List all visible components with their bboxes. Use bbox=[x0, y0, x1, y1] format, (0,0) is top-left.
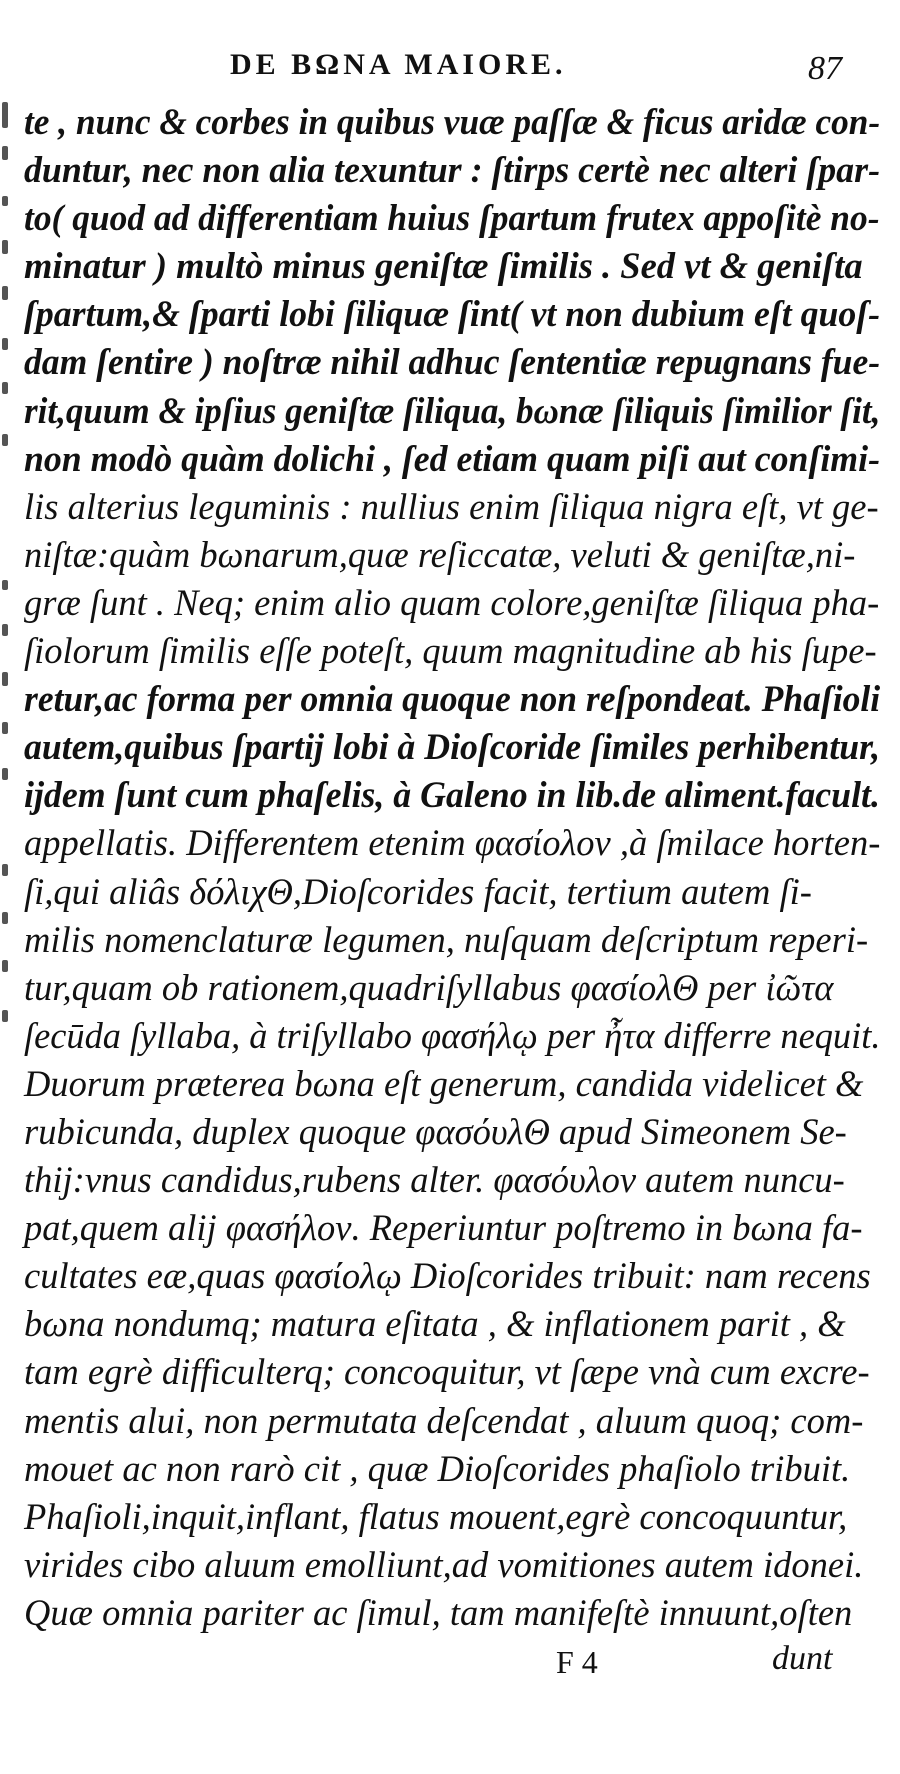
text-line: Phaſioli,inquit,inflant, flatus mouent,egrè concoquuntur, bbox=[24, 1495, 848, 1537]
margin-mark bbox=[2, 196, 8, 206]
text-line: dam ſentire ) noſtræ nihil adhuc ſententiæ repugnans fue- bbox=[24, 341, 881, 383]
margin-mark bbox=[2, 768, 8, 780]
text-line: ſi,qui aliâs δόλιχΘ,Dioſcorides facit, tertium autem ſi- bbox=[24, 870, 812, 912]
margin-mark bbox=[2, 102, 8, 128]
text-line: ſiolorum ſimilis eſſe poteſt, quum magnitudine ab his ſupe- bbox=[24, 630, 877, 672]
text-line: ſpartum,& ſparti lobi ſiliquæ ſint( vt non dubium eſt quoſ- bbox=[24, 293, 881, 335]
body-text bbox=[24, 98, 880, 1637]
margin-mark bbox=[2, 624, 8, 636]
text-line: non modò quàm dolichi , ſed etiam quam piſi aut conſimi- bbox=[24, 437, 881, 479]
margin-mark bbox=[2, 722, 8, 734]
text-line: ſecūda ſyllaba, à triſyllabo φασήλῳ per ἦτα differre nequit. bbox=[24, 1014, 881, 1056]
text-line: rubicunda, duplex quoque φασόυλΘ apud Simeonem Se- bbox=[24, 1110, 847, 1152]
text-line: milis nomenclaturæ legumen, nuſquam deſcriptum reperi- bbox=[24, 918, 869, 960]
text-line: ijdem ſunt cum phaſelis, à Galeno in lib.de aliment.facult. bbox=[24, 774, 880, 816]
text-line: bωna nondumq; matura eſitata , & inflationem parit , & bbox=[24, 1303, 846, 1345]
text-line: rit,quum & ipſius geniſtæ ſiliqua, bωnæ ſiliquis ſimilior ſit, bbox=[24, 389, 881, 431]
text-line: niſtæ:quàm bωnarum,quæ reſiccatæ, veluti & geniſtæ,ni- bbox=[24, 533, 856, 575]
text-line: Quæ omnia pariter ac ſimul, tam manifeſtè innuunt,oſten bbox=[24, 1591, 853, 1633]
text-line: appellatis. Differentem etenim φασίολον ,à ſmilace horten- bbox=[24, 822, 881, 864]
margin-mark bbox=[2, 382, 8, 394]
text-line: tur,quam ob rationem,quadriſyllabus φασίολΘ per ἰῶτα bbox=[24, 966, 834, 1008]
margin-mark bbox=[2, 960, 8, 972]
page-number: 87 bbox=[808, 50, 842, 87]
running-title: DE BΩNA MAIORE. bbox=[230, 48, 567, 81]
margin-mark bbox=[2, 580, 8, 590]
text-line: duntur, nec non alia texuntur : ſtirps certè nec alteri ſpar- bbox=[24, 149, 881, 191]
margin-mark bbox=[2, 286, 8, 300]
text-line: Duorum præterea bωna eſt generum, candida videlicet & bbox=[24, 1062, 864, 1104]
text-line: tam egrè difficulterq; concoquitur, vt ſæpe vnà cum excre- bbox=[24, 1351, 870, 1393]
text-line: mouet ac non rarò cit , quæ Dioſcorides phaſiolo tribuit. bbox=[24, 1447, 851, 1489]
text-line: to( quod ad differentiam huius ſpartum frutex appoſitè no- bbox=[24, 197, 880, 239]
margin-mark bbox=[2, 864, 8, 876]
text-line: te , nunc & corbes in quibus vuæ paſſæ & ficus aridæ con- bbox=[24, 101, 881, 142]
margin-mark bbox=[2, 912, 8, 924]
margin-mark bbox=[2, 434, 8, 446]
left-margin-show-through bbox=[0, 100, 14, 1080]
text-line: lis alterius leguminis : nullius enim ſiliqua nigra eſt, vt ge- bbox=[24, 485, 879, 527]
text-line: græ ſunt . Neq; enim alio quam colore,geniſtæ ſiliqua pha- bbox=[24, 581, 880, 623]
text-line: pat,quem alij φασήλον. Reperiuntur poſtremo in bωna fa- bbox=[24, 1207, 863, 1249]
text-line: thij:vnus candidus,rubens alter. φασόυλον autem nuncu- bbox=[24, 1159, 845, 1201]
text-line: retur,ac forma per omnia quoque non reſpondeat. Phaſioli bbox=[24, 678, 881, 720]
text-line: minatur ) multò minus geniſtæ ſimilis . Sed vt & geniſta bbox=[24, 245, 863, 287]
text-line: mentis alui, non permutata deſcendat , aluum quoq; com- bbox=[24, 1399, 864, 1441]
catchword: dunt bbox=[772, 1640, 833, 1677]
margin-mark bbox=[2, 146, 8, 160]
running-header bbox=[0, 48, 900, 98]
signature-mark: F 4 bbox=[556, 1644, 598, 1680]
margin-mark bbox=[2, 1010, 8, 1022]
margin-mark bbox=[2, 338, 8, 350]
text-line: virides cibo aluum emolliunt,ad vomitiones autem idonei. bbox=[24, 1543, 864, 1585]
text-line: autem,quibus ſpartij lobi à Dioſcoride ſimiles perhibentur, bbox=[24, 726, 881, 768]
margin-mark bbox=[2, 240, 8, 254]
margin-mark bbox=[2, 672, 8, 686]
text-line: cultates eæ,quas φασίολῳ Dioſcorides tribuit: nam recens bbox=[24, 1255, 871, 1297]
